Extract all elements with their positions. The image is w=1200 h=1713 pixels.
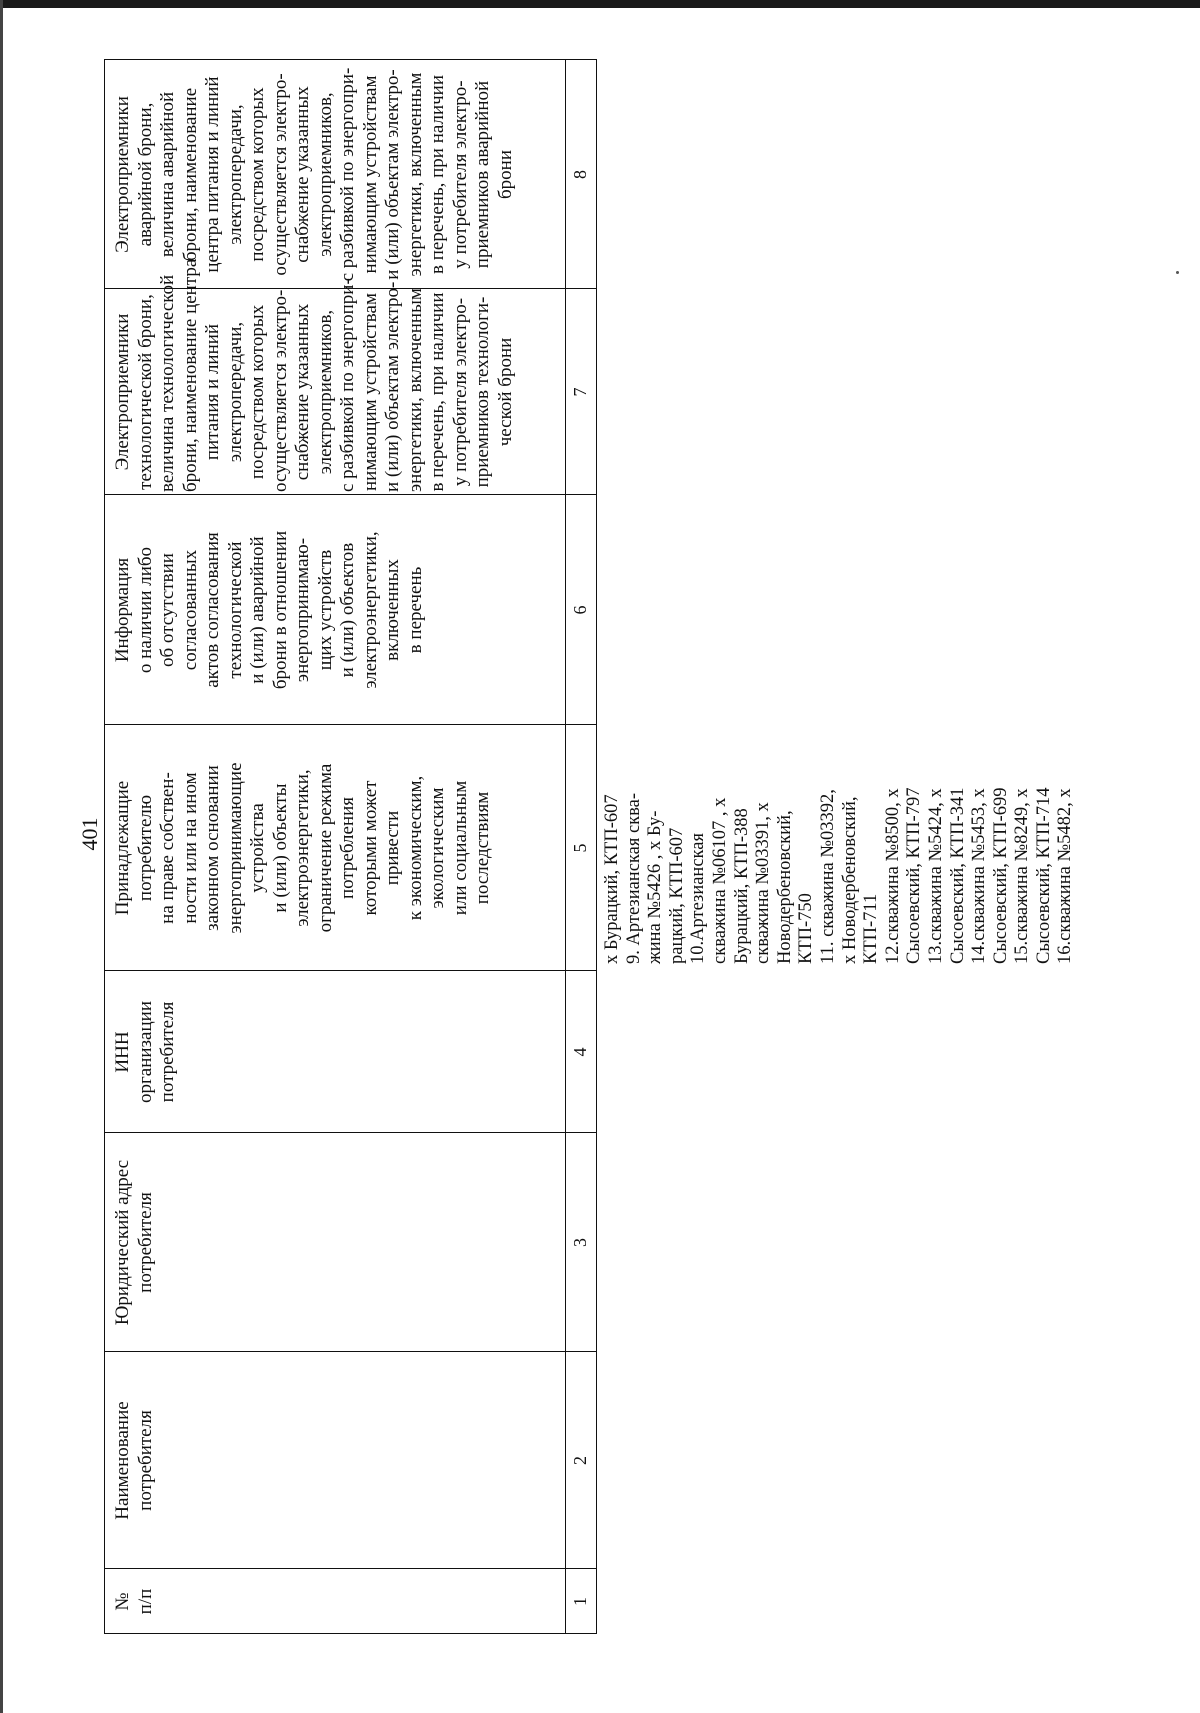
rotated-table-wrapper [104,59,1076,1634]
header-line: электроэнергетики, [359,531,381,689]
column-header [112,495,427,725]
header-line: электроэнергетики, [292,769,313,927]
header-line: на праве собствен- [157,772,178,924]
header-line: технологической [224,541,246,679]
header-line: аварийной брони, [134,102,156,247]
header-line: величина технологической [157,274,178,492]
column-number: 8 [570,170,590,179]
header-line: брони, наименование [179,87,201,262]
header-line: устройства [247,803,268,893]
continuation-cell-column-5 [602,724,1077,964]
continuation-line: 16.скважина №5482, х [1055,788,1076,964]
column-owned-devices [104,725,596,971]
continuation-line: 11. скважина №03392, [817,789,838,964]
continuation-line: Сысоевский, КТП-797 [904,787,925,964]
header-line: брони [494,150,516,200]
column-number: 4 [570,1047,590,1057]
header-line: нимающим устройствам [359,293,381,491]
header-line: потребления [337,796,358,900]
scan-edge-left [0,0,3,1713]
column-inn [104,971,596,1133]
column-header [112,258,517,495]
header-line: об отсутствии [157,553,178,667]
header-line: п/п [134,1588,156,1615]
column-consumer-name [104,1352,596,1569]
column-number: 7 [570,387,590,397]
header-line: Электроприемники [112,96,133,253]
header-line: Информация [112,557,133,663]
continuation-line: КТП-750 [796,893,817,964]
header-line: последствиям [472,791,493,905]
continuation-line: 15.скважина №8249, х [1012,788,1033,964]
header-line: и (или) объектам электро- [382,281,403,492]
header-line: привести [382,810,403,886]
header-line: актов согласования [202,532,223,688]
continuation-line: 14.скважина №5453, х [969,788,990,964]
header-line: посредством которых [247,304,268,480]
header-line: потребителя [134,1410,156,1511]
header-line: о наличии либо [134,546,156,674]
header-line: у потребителя электро- [449,297,471,487]
header-line: Юридический адрес [112,1159,133,1326]
column-header [112,1133,157,1352]
consumer-table [104,59,1076,1634]
header-line: снабжение указанных [292,303,313,481]
header-line: электроприемников, [314,92,336,257]
continuation-line: Бурацкий, КТП-388 [731,808,752,964]
header-line: осуществляется электро- [269,289,291,492]
header-line: брони, наименование центра [179,258,201,492]
header-line: электропередачи, [224,104,246,245]
column-number: 5 [570,843,590,853]
continuation-line: Сысоевский, КТП-699 [990,787,1011,964]
continuation-line: жина №5426 , х Бу- [645,810,666,964]
header-line: Электроприемники [112,313,133,471]
column-number: 6 [570,605,590,615]
column-number-pp [104,1569,596,1634]
scan-edge-top [0,0,1200,8]
header-line: брони в отношении [269,530,291,690]
header-line: которыми может [359,780,381,916]
header-line: электропередачи, [224,321,246,463]
number-row-bottom-border [596,59,597,1634]
header-line: потребителя [134,1192,156,1293]
header-line: согласованных [179,549,201,671]
column-header [112,1352,157,1569]
header-line: экологическим [427,787,448,909]
header-line: Принадлежащие [112,780,133,916]
header-line: и (или) объектов [337,542,358,678]
header-line: и (или) объекты [269,783,291,913]
header-line: энергетики, включенным [404,288,426,492]
header-line: с разбивкой по энергопри- [337,278,358,492]
page-number: 401 [77,817,102,851]
header-line: или социальным [449,780,471,916]
header-line: ности или на ином [179,772,201,924]
continuation-line: КТП-711 [861,893,882,964]
column-number: 2 [570,1456,590,1465]
header-line: в перечень, при наличии [427,75,448,274]
header-line: у потребителя электро- [449,80,471,269]
header-line: энергопринимающие [224,762,246,934]
header-line: величина аварийной [157,91,178,258]
header-line: включенных [382,559,403,661]
header-line: потребителю [134,794,156,902]
header-line: в перечень, при наличии [427,292,448,492]
header-line: законном основании [202,765,223,931]
column-emergency-reserve [104,60,596,289]
header-line: с разбивкой по энергопри- [337,67,358,282]
column-header [112,971,180,1133]
header-line: ческой брони [494,337,516,447]
header-line: ограничение режима [314,763,336,933]
header-line: нимающим устройствам [359,75,381,274]
header-line: к экономическим, [404,775,426,921]
continuation-line: 12.скважина №8500, х [882,788,903,964]
continuation-line: рацкий, КТП-607 [666,827,687,964]
header-line: энергопринимаю- [292,537,313,683]
header-line: питания и линий [202,323,223,461]
continuation-line: Сысоевский, КТП-341 [947,787,968,964]
header-line: организации [134,1001,156,1104]
header-line: и (или) аварийной [247,536,268,684]
continuation-line: Сысоевский, КТП-714 [1033,787,1054,964]
continuation-line: скважина №06107 , х [709,797,730,964]
header-line: щих устройств [314,549,336,671]
header-line: № [112,1592,133,1611]
continuation-line: 9. Артезианская сква- [623,792,644,964]
scan-speck [1176,271,1179,274]
continuation-line: Новодербеновский, [774,810,795,964]
column-header [112,725,495,971]
column-legal-address [104,1133,596,1352]
header-line: приемников технологи- [472,296,493,488]
header-line: Наименование [112,1401,133,1520]
column-header [112,1569,157,1634]
header-line: посредством которых [247,87,268,262]
continuation-line: х Новодербеновский, [839,796,860,964]
column-number: 3 [570,1238,590,1247]
header-line: электроприемников, [314,309,336,475]
header-line: приемников аварийной [472,80,493,269]
header-line: ИНН [112,1031,133,1073]
header-line: технологической брони, [134,294,156,490]
column-number: 1 [570,1597,590,1606]
continuation-line: 10.Артезианская [688,833,709,964]
continuation-line: 13.скважина №5424, х [925,788,946,964]
header-line: потребителя [157,1001,178,1103]
continuation-line: скважина №03391, х [753,802,774,964]
header-line: энергетики, включенным [404,72,426,277]
header-line: в перечень [404,566,426,654]
column-agreement-info [104,495,596,725]
header-line: центра питания и линий [202,76,223,273]
column-header [112,60,517,289]
header-line: осуществляется электро- [269,73,291,276]
header-line: снабжение указанных [292,86,313,263]
continuation-line: х Бурацкий, КТП-607 [602,794,622,964]
header-line: и (или) объектам электро- [382,69,403,280]
column-technological-reserve [104,258,596,495]
